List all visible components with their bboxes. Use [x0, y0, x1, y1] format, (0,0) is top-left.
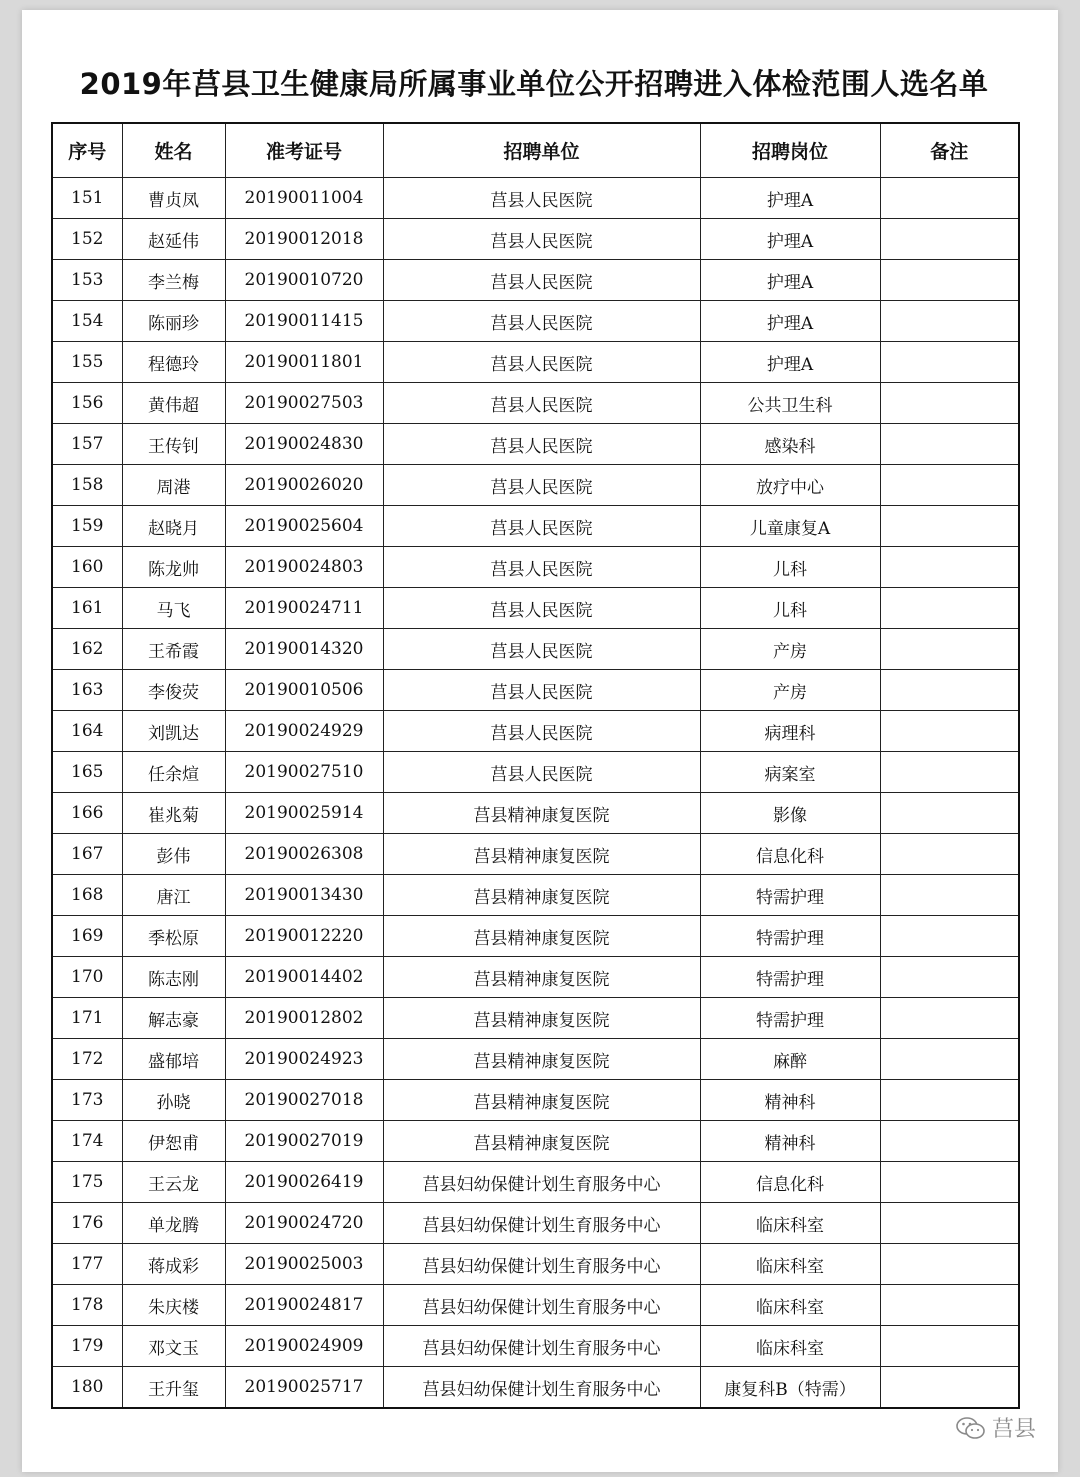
cell-unit: 莒县妇幼保健计划生育服务中心	[383, 1244, 700, 1285]
cell-index: 161	[52, 588, 122, 629]
cell-name: 王传钊	[122, 424, 225, 465]
table-body	[52, 178, 1019, 1409]
cell-exam-id: 20190026419	[225, 1162, 383, 1203]
cell-exam-id: 20190025914	[225, 793, 383, 834]
cell-position: 影像	[700, 793, 880, 834]
cell-name: 季松原	[122, 916, 225, 957]
table-row	[52, 1326, 1019, 1367]
cell-exam-id: 20190025003	[225, 1244, 383, 1285]
cell-position: 儿科	[700, 547, 880, 588]
cell-unit: 莒县人民医院	[383, 711, 700, 752]
cell-position: 临床科室	[700, 1285, 880, 1326]
cell-unit: 莒县精神康复医院	[383, 1039, 700, 1080]
cell-exam-id: 20190024720	[225, 1203, 383, 1244]
table-row	[52, 342, 1019, 383]
cell-position: 病理科	[700, 711, 880, 752]
cell-remarks	[880, 506, 1019, 547]
cell-unit: 莒县人民医院	[383, 424, 700, 465]
cell-position: 产房	[700, 629, 880, 670]
cell-remarks	[880, 465, 1019, 506]
cell-position: 公共卫生科	[700, 383, 880, 424]
cell-remarks	[880, 1162, 1019, 1203]
cell-unit: 莒县人民医院	[383, 670, 700, 711]
cell-index: 164	[52, 711, 122, 752]
cell-unit: 莒县精神康复医院	[383, 793, 700, 834]
cell-unit: 莒县人民医院	[383, 342, 700, 383]
cell-index: 168	[52, 875, 122, 916]
table-row	[52, 588, 1019, 629]
cell-index: 169	[52, 916, 122, 957]
cell-remarks	[880, 547, 1019, 588]
cell-position: 护理A	[700, 301, 880, 342]
cell-position: 精神科	[700, 1080, 880, 1121]
cell-index: 176	[52, 1203, 122, 1244]
cell-index: 151	[52, 178, 122, 219]
table-row	[52, 711, 1019, 752]
cell-unit: 莒县妇幼保健计划生育服务中心	[383, 1367, 700, 1409]
table-row	[52, 178, 1019, 219]
cell-index: 173	[52, 1080, 122, 1121]
table-row	[52, 916, 1019, 957]
cell-remarks	[880, 1367, 1019, 1409]
cell-remarks	[880, 752, 1019, 793]
cell-position: 信息化科	[700, 1162, 880, 1203]
cell-unit: 莒县人民医院	[383, 178, 700, 219]
cell-index: 179	[52, 1326, 122, 1367]
cell-unit: 莒县精神康复医院	[383, 875, 700, 916]
cell-position: 儿童康复A	[700, 506, 880, 547]
cell-unit: 莒县人民医院	[383, 219, 700, 260]
wechat-icon	[956, 1416, 986, 1440]
table-row	[52, 752, 1019, 793]
cell-position: 特需护理	[700, 998, 880, 1039]
cell-name: 程德玲	[122, 342, 225, 383]
cell-name: 彭伟	[122, 834, 225, 875]
cell-exam-id: 20190027510	[225, 752, 383, 793]
watermark-label: 莒县	[992, 1417, 1037, 1442]
cell-exam-id: 20190024803	[225, 547, 383, 588]
cell-remarks	[880, 670, 1019, 711]
cell-remarks	[880, 875, 1019, 916]
cell-unit: 莒县精神康复医院	[383, 834, 700, 875]
candidate-table	[51, 122, 1020, 1409]
cell-index: 154	[52, 301, 122, 342]
cell-index: 162	[52, 629, 122, 670]
cell-remarks	[880, 342, 1019, 383]
cell-name: 刘凯达	[122, 711, 225, 752]
cell-unit: 莒县人民医院	[383, 629, 700, 670]
cell-name: 赵晓月	[122, 506, 225, 547]
cell-remarks	[880, 424, 1019, 465]
cell-exam-id: 20190024711	[225, 588, 383, 629]
cell-position: 麻醉	[700, 1039, 880, 1080]
cell-exam-id: 20190024929	[225, 711, 383, 752]
table-row	[52, 629, 1019, 670]
cell-remarks	[880, 834, 1019, 875]
cell-remarks	[880, 1285, 1019, 1326]
cell-name: 王云龙	[122, 1162, 225, 1203]
table-row	[52, 301, 1019, 342]
cell-index: 175	[52, 1162, 122, 1203]
cell-name: 崔兆菊	[122, 793, 225, 834]
cell-position: 特需护理	[700, 957, 880, 998]
cell-remarks	[880, 1203, 1019, 1244]
cell-position: 临床科室	[700, 1244, 880, 1285]
cell-exam-id: 20190010506	[225, 670, 383, 711]
header-position: 招聘岗位	[700, 123, 880, 178]
cell-name: 王升玺	[122, 1367, 225, 1409]
table-row	[52, 793, 1019, 834]
cell-name: 李俊荧	[122, 670, 225, 711]
cell-exam-id: 20190024830	[225, 424, 383, 465]
table-row	[52, 219, 1019, 260]
cell-unit: 莒县精神康复医院	[383, 916, 700, 957]
table-row	[52, 875, 1019, 916]
cell-remarks	[880, 1244, 1019, 1285]
table-row	[52, 957, 1019, 998]
cell-exam-id: 20190027503	[225, 383, 383, 424]
cell-unit: 莒县妇幼保健计划生育服务中心	[383, 1326, 700, 1367]
cell-remarks	[880, 383, 1019, 424]
cell-exam-id: 20190011415	[225, 301, 383, 342]
cell-unit: 莒县人民医院	[383, 547, 700, 588]
cell-position: 感染科	[700, 424, 880, 465]
cell-unit: 莒县精神康复医院	[383, 998, 700, 1039]
table-row	[52, 834, 1019, 875]
cell-unit: 莒县人民医院	[383, 752, 700, 793]
cell-position: 护理A	[700, 219, 880, 260]
cell-remarks	[880, 629, 1019, 670]
cell-position: 护理A	[700, 260, 880, 301]
cell-position: 特需护理	[700, 916, 880, 957]
cell-name: 邓文玉	[122, 1326, 225, 1367]
cell-position: 临床科室	[700, 1203, 880, 1244]
cell-position: 特需护理	[700, 875, 880, 916]
cell-remarks	[880, 998, 1019, 1039]
cell-remarks	[880, 588, 1019, 629]
page-title: 2019年莒县卫生健康局所属事业单位公开招聘进入体检范围人选名单	[79, 67, 989, 101]
cell-unit: 莒县妇幼保健计划生育服务中心	[383, 1162, 700, 1203]
cell-exam-id: 20190014402	[225, 957, 383, 998]
cell-exam-id: 20190011801	[225, 342, 383, 383]
cell-exam-id: 20190013430	[225, 875, 383, 916]
cell-unit: 莒县精神康复医院	[383, 1080, 700, 1121]
cell-unit: 莒县人民医院	[383, 383, 700, 424]
header-unit: 招聘单位	[383, 123, 700, 178]
cell-remarks	[880, 916, 1019, 957]
cell-remarks	[880, 260, 1019, 301]
cell-index: 155	[52, 342, 122, 383]
cell-remarks	[880, 1121, 1019, 1162]
cell-position: 精神科	[700, 1121, 880, 1162]
cell-index: 157	[52, 424, 122, 465]
table-row	[52, 547, 1019, 588]
cell-name: 孙晓	[122, 1080, 225, 1121]
cell-name: 赵延伟	[122, 219, 225, 260]
table-row	[52, 1244, 1019, 1285]
cell-exam-id: 20190024909	[225, 1326, 383, 1367]
table-row	[52, 1367, 1019, 1409]
cell-name: 陈龙帅	[122, 547, 225, 588]
cell-remarks	[880, 957, 1019, 998]
cell-remarks	[880, 178, 1019, 219]
table-row	[52, 424, 1019, 465]
cell-unit: 莒县妇幼保健计划生育服务中心	[383, 1203, 700, 1244]
cell-position: 护理A	[700, 178, 880, 219]
cell-remarks	[880, 711, 1019, 752]
cell-exam-id: 20190024923	[225, 1039, 383, 1080]
cell-name: 陈志刚	[122, 957, 225, 998]
table-row	[52, 1080, 1019, 1121]
table-row	[52, 1039, 1019, 1080]
table-row	[52, 506, 1019, 547]
table-row	[52, 998, 1019, 1039]
cell-name: 周港	[122, 465, 225, 506]
cell-exam-id: 20190012220	[225, 916, 383, 957]
cell-position: 病案室	[700, 752, 880, 793]
table-row	[52, 1162, 1019, 1203]
cell-name: 唐江	[122, 875, 225, 916]
cell-exam-id: 20190012802	[225, 998, 383, 1039]
cell-remarks	[880, 793, 1019, 834]
cell-unit: 莒县人民医院	[383, 465, 700, 506]
cell-index: 156	[52, 383, 122, 424]
cell-name: 单龙腾	[122, 1203, 225, 1244]
cell-exam-id: 20190026020	[225, 465, 383, 506]
cell-name: 李兰梅	[122, 260, 225, 301]
cell-position: 康复科B（特需）	[700, 1367, 880, 1409]
header-name: 姓名	[122, 123, 225, 178]
cell-unit: 莒县妇幼保健计划生育服务中心	[383, 1285, 700, 1326]
table-row	[52, 260, 1019, 301]
cell-index: 163	[52, 670, 122, 711]
cell-index: 174	[52, 1121, 122, 1162]
cell-exam-id: 20190010720	[225, 260, 383, 301]
cell-position: 产房	[700, 670, 880, 711]
cell-index: 170	[52, 957, 122, 998]
cell-exam-id: 20190026308	[225, 834, 383, 875]
cell-exam-id: 20190014320	[225, 629, 383, 670]
cell-unit: 莒县人民医院	[383, 301, 700, 342]
cell-position: 临床科室	[700, 1326, 880, 1367]
cell-unit: 莒县精神康复医院	[383, 1121, 700, 1162]
cell-index: 159	[52, 506, 122, 547]
cell-index: 160	[52, 547, 122, 588]
cell-unit: 莒县人民医院	[383, 260, 700, 301]
cell-index: 167	[52, 834, 122, 875]
cell-name: 盛郁培	[122, 1039, 225, 1080]
cell-exam-id: 20190027018	[225, 1080, 383, 1121]
cell-index: 172	[52, 1039, 122, 1080]
cell-exam-id: 20190027019	[225, 1121, 383, 1162]
cell-exam-id: 20190025717	[225, 1367, 383, 1409]
cell-remarks	[880, 1039, 1019, 1080]
cell-name: 黄伟超	[122, 383, 225, 424]
cell-exam-id: 20190025604	[225, 506, 383, 547]
table-row	[52, 1285, 1019, 1326]
cell-name: 陈丽珍	[122, 301, 225, 342]
cell-position: 儿科	[700, 588, 880, 629]
cell-index: 152	[52, 219, 122, 260]
cell-index: 165	[52, 752, 122, 793]
cell-name: 伊恕甫	[122, 1121, 225, 1162]
table-row	[52, 465, 1019, 506]
cell-index: 178	[52, 1285, 122, 1326]
table-row	[52, 1203, 1019, 1244]
cell-position: 放疗中心	[700, 465, 880, 506]
cell-name: 王希霞	[122, 629, 225, 670]
watermark	[956, 1412, 1036, 1443]
cell-unit: 莒县人民医院	[383, 506, 700, 547]
cell-name: 解志豪	[122, 998, 225, 1039]
table-row	[52, 1121, 1019, 1162]
header-exam-id: 准考证号	[225, 123, 383, 178]
header-remarks: 备注	[880, 123, 1019, 178]
cell-unit: 莒县精神康复医院	[383, 957, 700, 998]
table-header-row	[52, 123, 1019, 178]
cell-index: 171	[52, 998, 122, 1039]
cell-remarks	[880, 219, 1019, 260]
table-row	[52, 670, 1019, 711]
cell-remarks	[880, 301, 1019, 342]
cell-exam-id: 20190024817	[225, 1285, 383, 1326]
cell-name: 曹贞凤	[122, 178, 225, 219]
cell-index: 166	[52, 793, 122, 834]
cell-position: 护理A	[700, 342, 880, 383]
table-row	[52, 383, 1019, 424]
cell-name: 任余煊	[122, 752, 225, 793]
cell-index: 158	[52, 465, 122, 506]
cell-name: 蒋成彩	[122, 1244, 225, 1285]
cell-index: 180	[52, 1367, 122, 1409]
cell-remarks	[880, 1326, 1019, 1367]
cell-position: 信息化科	[700, 834, 880, 875]
cell-unit: 莒县人民医院	[383, 588, 700, 629]
cell-name: 朱庆楼	[122, 1285, 225, 1326]
cell-name: 马飞	[122, 588, 225, 629]
cell-exam-id: 20190012018	[225, 219, 383, 260]
cell-remarks	[880, 1080, 1019, 1121]
cell-exam-id: 20190011004	[225, 178, 383, 219]
header-index: 序号	[52, 123, 122, 178]
cell-index: 177	[52, 1244, 122, 1285]
cell-index: 153	[52, 260, 122, 301]
